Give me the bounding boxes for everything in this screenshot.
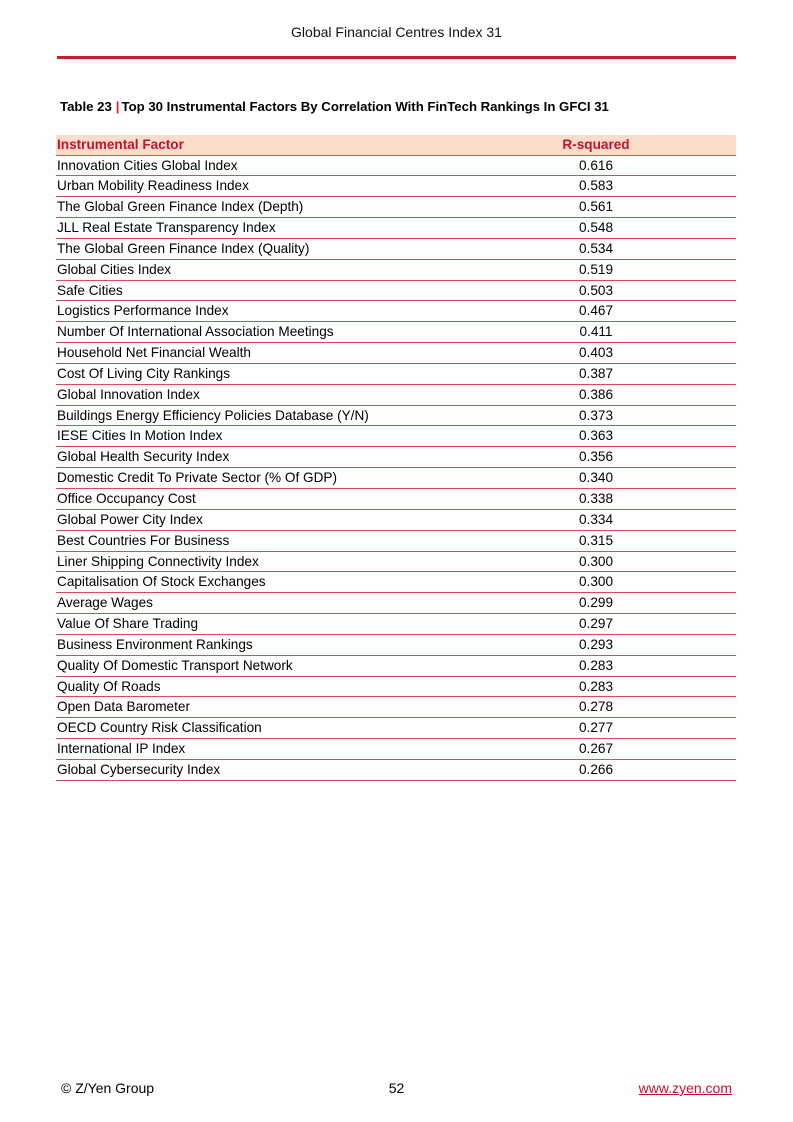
factor-name: Liner Shipping Connectivity Index <box>57 553 259 569</box>
factor-name: Domestic Credit To Private Sector (% Of GDP) <box>57 470 338 486</box>
r-squared-value: 0.267 <box>578 741 614 757</box>
table-row <box>56 552 736 573</box>
r-squared-value: 0.338 <box>578 491 614 506</box>
factors-table <box>56 135 736 781</box>
table-row <box>56 718 736 739</box>
factor-name: Quality Of Roads <box>57 678 161 694</box>
r-squared-value: 0.340 <box>578 470 614 486</box>
table-row <box>56 572 736 593</box>
r-squared-value: 0.300 <box>578 553 614 569</box>
table-title: Top 30 Instrumental Factors By Correlation With FinTech Rankings In GFCI 31 <box>121 99 609 114</box>
caption-separator: | <box>115 99 120 114</box>
factor-name: Buildings Energy Efficiency Policies Database (Y/N) <box>57 407 369 423</box>
factor-name: Office Occupancy Cost <box>57 491 196 506</box>
running-header: Global Financial Centres Index 31 <box>291 24 502 40</box>
table-row <box>56 510 736 531</box>
factor-name: Innovation Cities Global Index <box>57 157 238 173</box>
table-row <box>56 343 736 364</box>
column-header-factor: Instrumental Factor <box>57 137 184 152</box>
table-row <box>56 697 736 718</box>
table-row <box>56 593 736 614</box>
factor-name: Value Of Share Trading <box>57 616 199 632</box>
r-squared-value: 0.293 <box>578 636 614 652</box>
r-squared-value: 0.300 <box>578 574 614 590</box>
r-squared-value: 0.283 <box>578 678 614 694</box>
header-divider <box>57 56 736 59</box>
column-header-rsquared: R-squared <box>562 137 630 152</box>
table-row <box>56 406 736 427</box>
table-caption <box>60 99 750 114</box>
r-squared-value: 0.616 <box>578 157 614 173</box>
factor-name: Cost Of Living City Rankings <box>57 365 231 381</box>
table-header-row <box>56 135 736 156</box>
table-body <box>56 156 736 781</box>
page-number: 52 <box>388 1080 405 1096</box>
factor-name: The Global Green Finance Index (Depth) <box>57 199 304 215</box>
r-squared-value: 0.334 <box>578 511 614 527</box>
r-squared-value: 0.315 <box>578 532 614 548</box>
factor-name: Urban Mobility Readiness Index <box>57 178 249 194</box>
table-row <box>56 301 736 322</box>
factor-name: Safe Cities <box>57 282 123 298</box>
r-squared-value: 0.278 <box>578 699 614 715</box>
factor-name: Household Net Financial Wealth <box>57 345 251 361</box>
r-squared-value: 0.561 <box>578 199 614 215</box>
factor-name: Open Data Barometer <box>57 699 190 715</box>
r-squared-value: 0.363 <box>578 428 614 444</box>
factor-name: International IP Index <box>57 741 186 757</box>
factor-name: Global Cybersecurity Index <box>57 761 221 777</box>
factor-name: JLL Real Estate Transparency Index <box>57 220 276 236</box>
factor-name: Quality Of Domestic Transport Network <box>57 657 293 673</box>
table-row <box>56 677 736 698</box>
r-squared-value: 0.297 <box>578 616 614 632</box>
table-row <box>56 739 736 760</box>
table-row <box>56 239 736 260</box>
website-link[interactable]: www.zyen.com <box>638 1080 732 1096</box>
r-squared-value: 0.386 <box>578 386 614 402</box>
table-row <box>56 364 736 385</box>
r-squared-value: 0.266 <box>578 761 614 777</box>
factor-name: Average Wages <box>57 595 153 611</box>
r-squared-value: 0.503 <box>578 282 614 298</box>
copyright-text: © Z/Yen Group <box>61 1080 155 1096</box>
r-squared-value: 0.519 <box>578 261 614 277</box>
r-squared-value: 0.277 <box>578 720 614 736</box>
factor-name: OECD Country Risk Classification <box>57 720 262 736</box>
r-squared-value: 0.356 <box>578 449 614 465</box>
table-row <box>56 447 736 468</box>
table-row <box>56 531 736 552</box>
table-row <box>56 614 736 635</box>
table-number: Table 23 <box>60 99 112 114</box>
r-squared-value: 0.299 <box>578 595 614 611</box>
r-squared-value: 0.403 <box>578 345 614 361</box>
table-row <box>56 322 736 343</box>
r-squared-value: 0.373 <box>578 407 614 423</box>
table-row <box>56 489 736 510</box>
r-squared-value: 0.583 <box>578 178 614 194</box>
table-row <box>56 760 736 781</box>
table-row <box>56 260 736 281</box>
factor-name: Business Environment Rankings <box>57 636 253 652</box>
table-row <box>56 635 736 656</box>
r-squared-value: 0.548 <box>578 220 614 236</box>
r-squared-value: 0.387 <box>578 365 614 381</box>
table-row <box>56 156 736 177</box>
table-row <box>56 468 736 489</box>
factor-name: The Global Green Finance Index (Quality) <box>57 240 310 256</box>
table-row <box>56 176 736 197</box>
factor-name: Global Power City Index <box>57 511 203 527</box>
table-row <box>56 197 736 218</box>
factor-name: Capitalisation Of Stock Exchanges <box>57 574 266 590</box>
factor-name: Logistics Performance Index <box>57 303 229 319</box>
factor-name: Number Of International Association Meetings <box>57 324 334 340</box>
factor-name: Global Cities Index <box>57 261 172 277</box>
table-row <box>56 385 736 406</box>
factor-name: IESE Cities In Motion Index <box>57 428 223 444</box>
r-squared-value: 0.534 <box>578 240 614 256</box>
table-row <box>56 218 736 239</box>
r-squared-value: 0.411 <box>579 324 613 340</box>
r-squared-value: 0.467 <box>578 303 614 319</box>
table-row <box>56 656 736 677</box>
factor-name: Best Countries For Business <box>57 532 230 548</box>
factor-name: Global Health Security Index <box>57 449 230 465</box>
r-squared-value: 0.283 <box>578 657 614 673</box>
factor-name: Global Innovation Index <box>57 386 200 402</box>
table-row <box>56 281 736 302</box>
table-row <box>56 426 736 447</box>
